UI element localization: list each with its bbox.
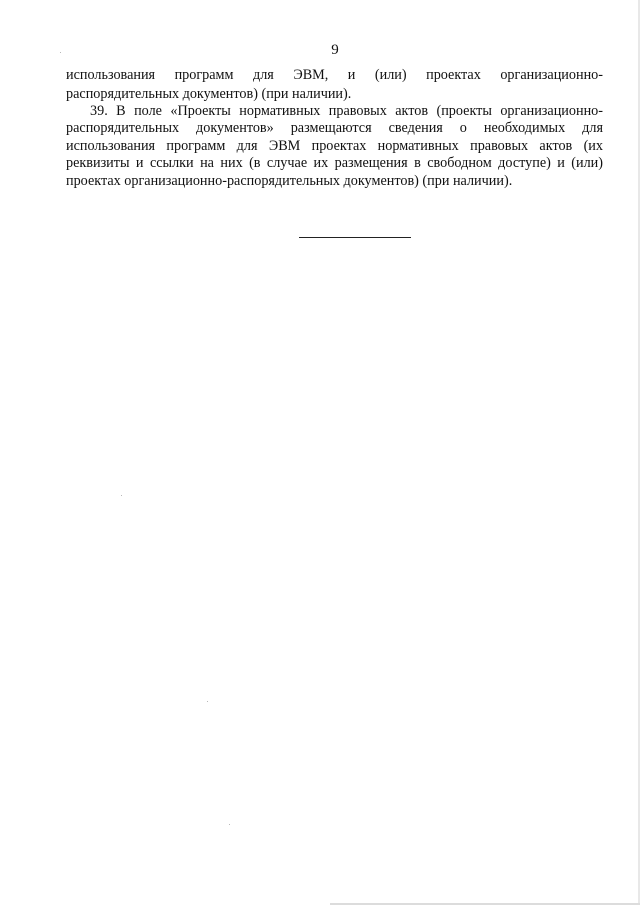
text-line: реквизиты и ссылки на них (в случае их размещения в свободном доступе) и (или) [66, 155, 603, 171]
page-number: 9 [331, 42, 339, 58]
scan-speck [60, 52, 61, 53]
end-separator-line [299, 237, 411, 238]
scan-speck [121, 495, 122, 496]
text-line: распорядительных документов» размещаются сведения о необходимых для [66, 120, 603, 136]
text-line: использования программ для ЭВМ проектах нормативных правовых актов (их [66, 138, 603, 154]
text-line: распорядительных документов) (при наличии). [66, 86, 352, 102]
paragraph-39-first-line: 39. В поле «Проекты нормативных правовых актов (проекты организационно- [90, 103, 603, 119]
scan-speck [229, 824, 230, 825]
scan-speck [207, 701, 208, 702]
text-line: использования программ для ЭВМ, и (или) проектах организационно- [66, 67, 603, 83]
text-line: проектах организационно-распорядительных документов) (при наличии). [66, 173, 513, 189]
